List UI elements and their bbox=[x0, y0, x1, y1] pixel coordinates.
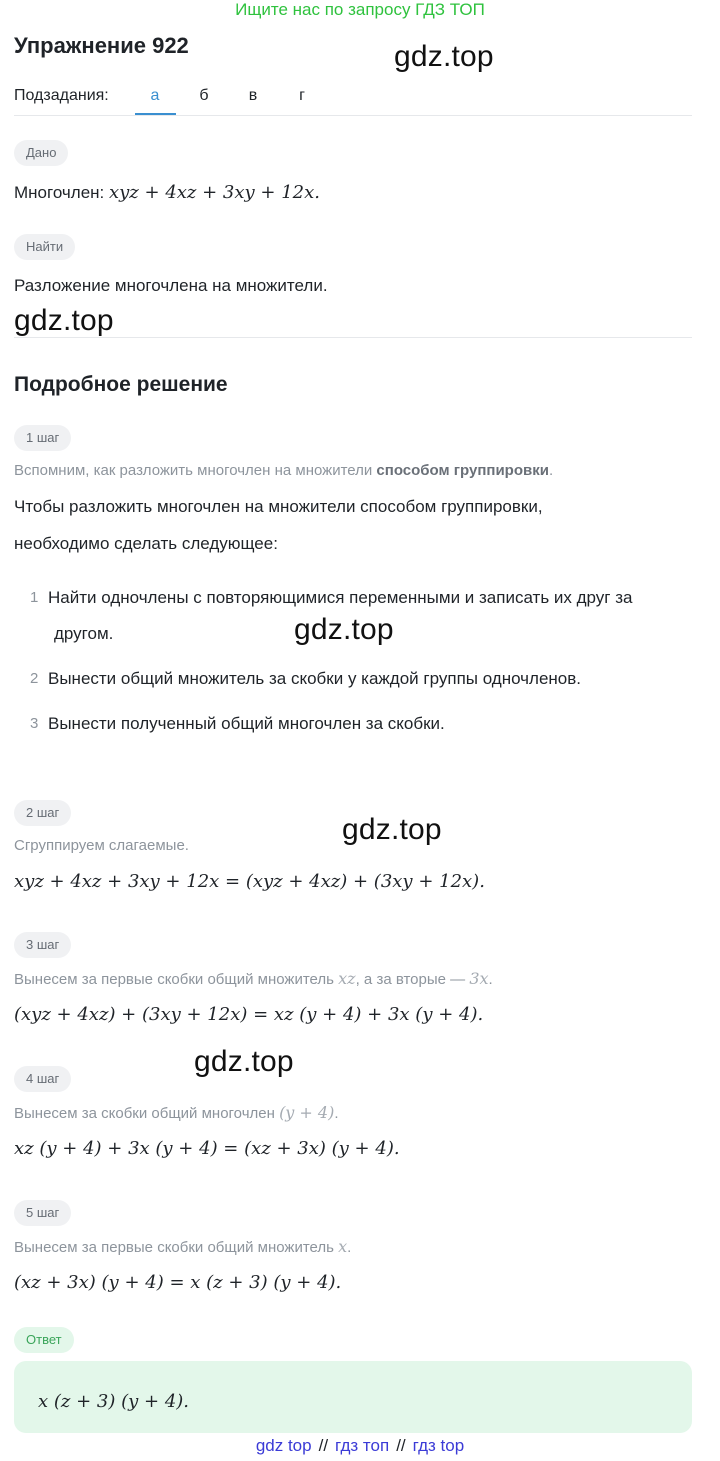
step-3-note-math1: xz bbox=[338, 969, 356, 988]
step-1-chip: 1 шаг bbox=[14, 425, 71, 451]
find-chip: Найти bbox=[14, 234, 75, 260]
step-1-text-line2: необходимо сделать следующее: bbox=[14, 534, 278, 553]
step-4-expression: xz (y + 4) + 3x (y + 4) = (xz + 3x) (y + 4). bbox=[14, 1138, 400, 1159]
watermark: gdz.top bbox=[394, 40, 494, 73]
footer-separator: // bbox=[396, 1436, 406, 1455]
step-5-expression: (xz + 3x) (y + 4) = x (z + 3) (y + 4). bbox=[14, 1272, 342, 1293]
step-3-note bbox=[14, 969, 493, 988]
step-3-note-prefix: Вынесем за первые скобки общий множитель bbox=[14, 971, 339, 988]
list-item-number: 1 bbox=[30, 589, 39, 606]
step-2-note: Сгруппируем слагаемые. bbox=[14, 837, 189, 854]
tab-a[interactable]: а bbox=[150, 87, 160, 104]
given-prefix: Многочлен: bbox=[14, 183, 109, 202]
footer-link-3[interactable]: гдз top bbox=[412, 1436, 465, 1455]
step-5-note-prefix: Вынесем за первые скобки общий множитель bbox=[14, 1239, 339, 1256]
list-item-text: Вынести полученный общий многочлен за скобки. bbox=[48, 714, 445, 733]
step-1-text-line1: Чтобы разложить многочлен на множители способом группировки, bbox=[14, 497, 543, 516]
watermark: gdz.top bbox=[194, 1045, 294, 1078]
step-3-expression: (xyz + 4xz) + (3xy + 12x) = xz (y + 4) + 3x (y + 4). bbox=[14, 1004, 484, 1025]
footer-links bbox=[0, 1436, 720, 1456]
footer-link-2[interactable]: гдз топ bbox=[335, 1436, 390, 1455]
step-3-note-mid: , а за вторые — bbox=[355, 971, 470, 988]
tab-v[interactable]: в bbox=[248, 87, 258, 104]
step-4-chip: 4 шаг bbox=[14, 1066, 71, 1092]
step-3-note-math2: 3x bbox=[469, 969, 489, 988]
step-5-note-suffix: . bbox=[347, 1239, 352, 1256]
step-2-expression: xyz + 4xz + 3xy + 12x = (xyz + 4xz) + (3xy + 12x). bbox=[14, 871, 485, 892]
step-4-note-math: (y + 4) bbox=[279, 1103, 335, 1122]
list-item-text-continued: другом. bbox=[54, 624, 114, 643]
watermark: gdz.top bbox=[342, 813, 442, 846]
step-1-note-suffix: . bbox=[548, 462, 554, 479]
list-item-text: Вынести общий множитель за скобки у каждой группы одночленов. bbox=[48, 669, 582, 688]
step-5-note-math: x bbox=[338, 1237, 348, 1256]
find-text: Разложение многочлена на множители. bbox=[14, 276, 328, 295]
step-2-chip: 2 шаг bbox=[14, 800, 71, 826]
search-banner: Ищите нас по запросу ГДЗ ТОП bbox=[235, 0, 485, 19]
given-expression: xyz + 4xz + 3xy + 12x. bbox=[108, 182, 321, 203]
answer-expression: x (z + 3) (y + 4). bbox=[38, 1391, 190, 1412]
footer-link-1[interactable]: gdz top bbox=[255, 1436, 312, 1455]
divider bbox=[14, 115, 692, 116]
list-item-text: Найти одночлены с повторяющимися переменными и записать их друг за bbox=[48, 588, 633, 607]
footer-separator: // bbox=[318, 1436, 329, 1455]
page-title: Упражнение 922 bbox=[14, 33, 189, 58]
step-1-note-bold: способом группировки bbox=[376, 462, 549, 479]
solution-title: Подробное решение bbox=[14, 373, 228, 396]
step-5-chip: 5 шаг bbox=[14, 1200, 71, 1226]
watermark: gdz.top bbox=[294, 613, 394, 646]
subtasks-label: Подзадания: bbox=[14, 87, 109, 104]
tab-b[interactable]: б bbox=[199, 87, 209, 104]
divider bbox=[14, 337, 692, 338]
step-4-note-suffix: . bbox=[334, 1105, 339, 1122]
step-1-note bbox=[14, 462, 553, 479]
step-1-note-prefix: Вспомним, как разложить многочлен на множители bbox=[14, 462, 377, 479]
answer-chip: Ответ bbox=[14, 1327, 74, 1353]
given-chip: Дано bbox=[14, 140, 68, 166]
watermark: gdz.top bbox=[14, 304, 114, 337]
step-3-chip: 3 шаг bbox=[14, 932, 71, 958]
given-text bbox=[14, 182, 320, 203]
tab-g[interactable]: г bbox=[299, 87, 305, 104]
step-5-note bbox=[14, 1237, 351, 1256]
list-item-number: 2 bbox=[30, 670, 39, 687]
list-item-number: 3 bbox=[30, 715, 39, 732]
step-4-note bbox=[14, 1103, 339, 1122]
step-3-note-suffix: . bbox=[488, 971, 493, 988]
step-4-note-prefix: Вынесем за скобки общий многочлен bbox=[14, 1105, 280, 1122]
